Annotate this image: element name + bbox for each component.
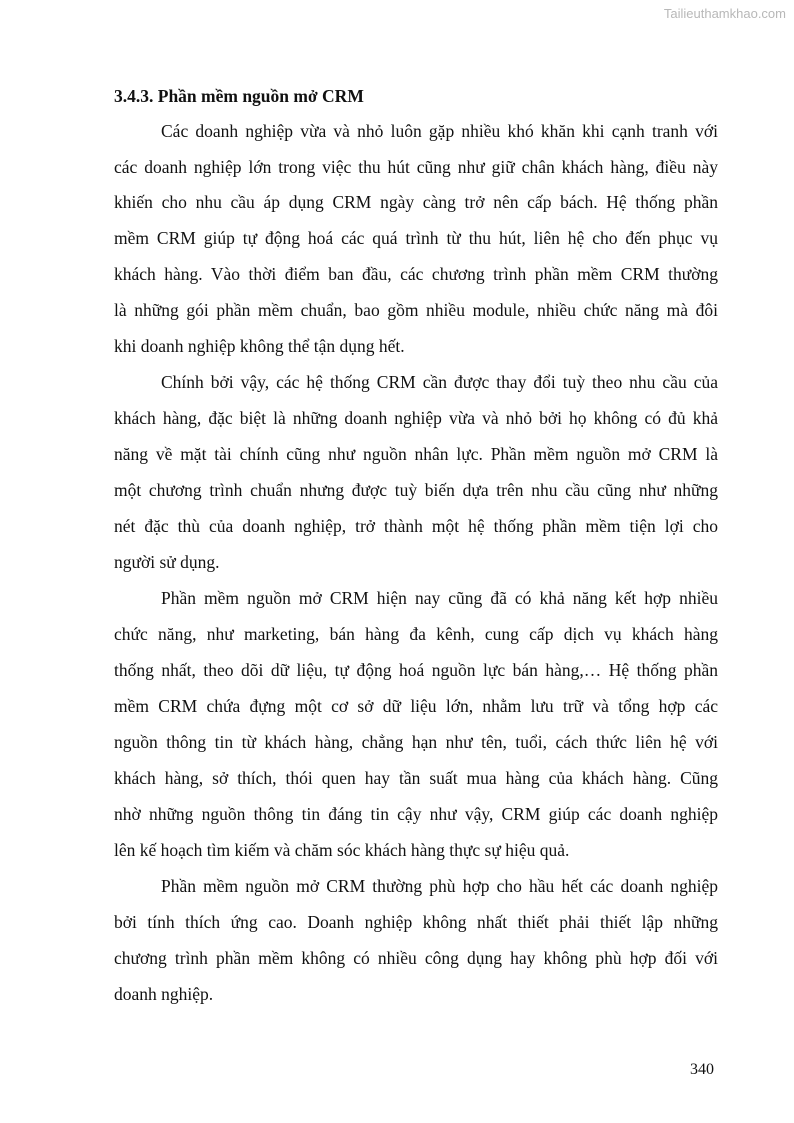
text-line: nhờ những nguồn thông tin đáng tin cậy như vậy, CRM giúp các doanh nghiệp <box>114 804 718 824</box>
text-line: mềm CRM chứa đựng một cơ sở dữ liệu lớn, nhằm lưu trữ và tổng hợp các <box>114 696 718 716</box>
text-line: chức năng, như marketing, bán hàng đa kênh, cung cấp dịch vụ khách hàng <box>114 624 718 644</box>
text-line: Các doanh nghiệp vừa và nhỏ luôn gặp nhiều khó khăn khi cạnh tranh với <box>161 121 718 141</box>
text-line: khách hàng, sở thích, thói quen hay tần suất mua hàng của khách hàng. Cũng <box>114 768 718 788</box>
watermark: Tailieuthamkhao.com <box>663 6 786 21</box>
text-line: các doanh nghiệp lớn trong việc thu hút cũng như giữ chân khách hàng, điều này <box>114 157 718 177</box>
text-line: nguồn thông tin từ khách hàng, chẳng hạn như tên, tuổi, cách thức liên hệ với <box>114 732 718 752</box>
text-line: khách hàng. Vào thời điểm ban đầu, các chương trình phần mềm CRM thường <box>114 264 718 284</box>
text-line: Chính bởi vậy, các hệ thống CRM cần được thay đổi tuỳ theo nhu cầu của <box>161 372 718 392</box>
page-number: 340 <box>690 1061 714 1078</box>
text-line: lên kế hoạch tìm kiếm và chăm sóc khách hàng thực sự hiệu quả. <box>114 840 570 860</box>
text-line: nét đặc thù của doanh nghiệp, trở thành một hệ thống phần mềm tiện lợi cho <box>114 516 718 536</box>
text-line: năng về mặt tài chính cũng như nguồn nhân lực. Phần mềm nguồn mở CRM là <box>114 444 718 464</box>
text-line: bởi tính thích ứng cao. Doanh nghiệp không nhất thiết phải thiết lập những <box>114 912 718 932</box>
text-line: người sử dụng. <box>114 552 220 572</box>
text-line: doanh nghiệp. <box>114 984 214 1004</box>
text-line: khi doanh nghiệp không thể tận dụng hết. <box>114 336 405 356</box>
text-line: khách hàng, đặc biệt là những doanh nghiệp vừa và nhỏ bởi họ không có đủ khả <box>114 408 718 428</box>
text-line: khiến cho nhu cầu áp dụng CRM ngày càng trở nên cấp bách. Hệ thống phần <box>114 192 718 212</box>
text-line: một chương trình chuẩn nhưng được tuỳ biến dựa trên nhu cầu cũng như những <box>114 480 718 500</box>
text-line: là những gói phần mềm chuẩn, bao gồm nhiều module, nhiều chức năng mà đôi <box>114 300 718 320</box>
text-line: mềm CRM giúp tự động hoá các quá trình từ thu hút, liên hệ cho đến phục vụ <box>114 228 718 248</box>
text-line: chương trình phần mềm không có nhiều công dụng hay không phù hợp đối với <box>114 948 718 968</box>
text-line: thống nhất, theo dõi dữ liệu, tự động hoá nguồn lực bán hàng,… Hệ thống phần <box>114 660 718 680</box>
text-line: Phần mềm nguồn mở CRM thường phù hợp cho hầu hết các doanh nghiệp <box>161 876 718 896</box>
section-heading: 3.4.3. Phần mềm nguồn mở CRM <box>114 86 364 106</box>
text-line: Phần mềm nguồn mở CRM hiện nay cũng đã có khả năng kết hợp nhiều <box>161 588 718 608</box>
